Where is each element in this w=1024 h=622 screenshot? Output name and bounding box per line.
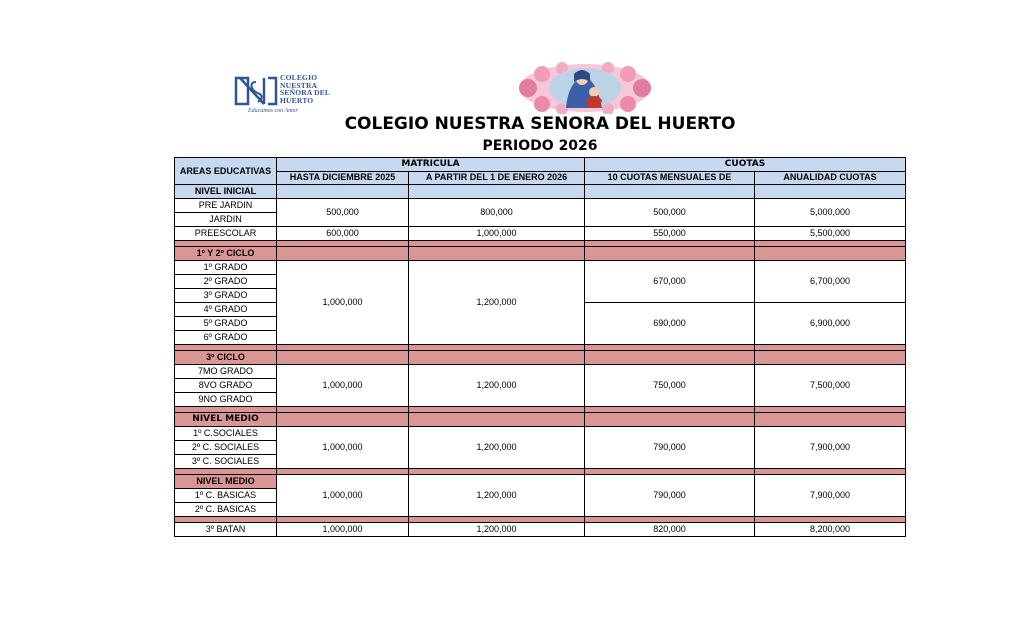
grade-label: 1º C.SOCIALES bbox=[175, 427, 277, 441]
value-cell: 1,000,000 bbox=[277, 261, 409, 345]
value-cell: 1,000,000 bbox=[277, 427, 409, 469]
table-row bbox=[175, 365, 906, 379]
logo-text bbox=[280, 74, 330, 104]
grade-label: 3º BATAN bbox=[175, 523, 277, 537]
grade-label: 6º GRADO bbox=[175, 331, 277, 345]
grade-label: 2º C. SOCIALES bbox=[175, 441, 277, 455]
section-row-nivel-inicial bbox=[175, 185, 906, 199]
grade-label: 2º GRADO bbox=[175, 275, 277, 289]
logo-motto: Educamos con Amor bbox=[248, 108, 298, 114]
grade-label: 1º GRADO bbox=[175, 261, 277, 275]
value-cell: 8,200,000 bbox=[755, 523, 906, 537]
sub-header-a-partir: A PARTIR DEL 1 DE ENERO 2026 bbox=[409, 171, 585, 185]
grade-label: 3º GRADO bbox=[175, 289, 277, 303]
logo-line-2: NUESTRA bbox=[280, 80, 318, 90]
grade-label: 7MO GRADO bbox=[175, 365, 277, 379]
school-emblem-icon bbox=[234, 74, 278, 108]
sub-header-anualidad: ANUALIDAD CUOTAS bbox=[755, 171, 906, 185]
value-cell: 690,000 bbox=[585, 303, 755, 345]
value-cell: 1,200,000 bbox=[409, 475, 585, 517]
grade-label: 1º C. BASICAS bbox=[175, 489, 277, 503]
value-cell: 1,000,000 bbox=[277, 365, 409, 407]
grade-label: 4º GRADO bbox=[175, 303, 277, 317]
section-label: 3º CICLO bbox=[175, 351, 277, 365]
value-cell: 1,200,000 bbox=[409, 427, 585, 469]
grade-label: 8VO GRADO bbox=[175, 379, 277, 393]
section-label: NIVEL MEDIO bbox=[175, 413, 277, 427]
value-cell: 600,000 bbox=[277, 227, 409, 241]
areas-header: AREAS EDUCATIVAS bbox=[175, 158, 277, 185]
value-cell: 550,000 bbox=[585, 227, 755, 241]
grade-label: 9NO GRADO bbox=[175, 393, 277, 407]
value-cell: 670,000 bbox=[585, 261, 755, 303]
logo-line-1: COLEGIO bbox=[280, 73, 318, 82]
matricula-header: MATRICULA bbox=[277, 158, 585, 172]
grade-label: PREESCOLAR bbox=[175, 227, 277, 241]
value-cell: 500,000 bbox=[277, 199, 409, 227]
value-cell: 6,900,000 bbox=[755, 303, 906, 345]
section-row-ciclo-3 bbox=[175, 351, 906, 365]
table-header-row-1 bbox=[175, 158, 906, 172]
table-header-row-2 bbox=[175, 171, 906, 185]
value-cell: 800,000 bbox=[409, 199, 585, 227]
table-row bbox=[175, 227, 906, 241]
value-cell: 1,000,000 bbox=[277, 523, 409, 537]
section-label: NIVEL INICIAL bbox=[175, 185, 277, 199]
table-row bbox=[175, 261, 906, 275]
value-cell: 500,000 bbox=[585, 199, 755, 227]
table-row bbox=[175, 427, 906, 441]
table-row-batan bbox=[175, 523, 906, 537]
table-row bbox=[175, 199, 906, 213]
value-cell: 5,500,000 bbox=[755, 227, 906, 241]
value-cell: 790,000 bbox=[585, 475, 755, 517]
grade-label: 3º C. SOCIALES bbox=[175, 455, 277, 469]
section-label: NIVEL MEDIO bbox=[175, 475, 277, 489]
value-cell: 1,000,000 bbox=[409, 227, 585, 241]
value-cell: 1,000,000 bbox=[277, 475, 409, 517]
page-title: COLEGIO NUESTRA SENORA DEL HUERTO bbox=[344, 114, 736, 134]
page-subtitle: PERIODO 2026 bbox=[482, 138, 598, 154]
value-cell: 1,200,000 bbox=[409, 365, 585, 407]
value-cell: 7,900,000 bbox=[755, 475, 906, 517]
cuotas-header: CUOTAS bbox=[585, 158, 906, 172]
value-cell: 7,900,000 bbox=[755, 427, 906, 469]
grade-label: PRE JARDIN bbox=[175, 199, 277, 213]
section-row-nivel-medio-basicas bbox=[175, 475, 906, 489]
sub-header-10-cuotas: 10 CUOTAS MENSUALES DE bbox=[585, 171, 755, 185]
sub-header-hasta: HASTA DICIEMBRE 2025 bbox=[277, 171, 409, 185]
logo-line-4: HUERTO bbox=[280, 95, 314, 105]
value-cell: 820,000 bbox=[585, 523, 755, 537]
value-cell: 1,200,000 bbox=[409, 523, 585, 537]
value-cell: 750,000 bbox=[585, 365, 755, 407]
value-cell: 1,200,000 bbox=[409, 261, 585, 345]
grade-label: JARDIN bbox=[175, 213, 277, 227]
religious-image-flower-frame bbox=[516, 62, 654, 114]
section-label: 1º Y 2º CICLO bbox=[175, 247, 277, 261]
value-cell: 5,000,000 bbox=[755, 199, 906, 227]
value-cell: 7,500,000 bbox=[755, 365, 906, 407]
value-cell: 6,700,000 bbox=[755, 261, 906, 303]
section-row-nivel-medio-sociales bbox=[175, 413, 906, 427]
fees-table bbox=[174, 157, 906, 537]
section-row-ciclo-1-2 bbox=[175, 247, 906, 261]
grade-label: 5º GRADO bbox=[175, 317, 277, 331]
value-cell: 790,000 bbox=[585, 427, 755, 469]
grade-label: 2º C. BASICAS bbox=[175, 503, 277, 517]
logo-line-3: SEÑORA DEL bbox=[280, 88, 331, 97]
